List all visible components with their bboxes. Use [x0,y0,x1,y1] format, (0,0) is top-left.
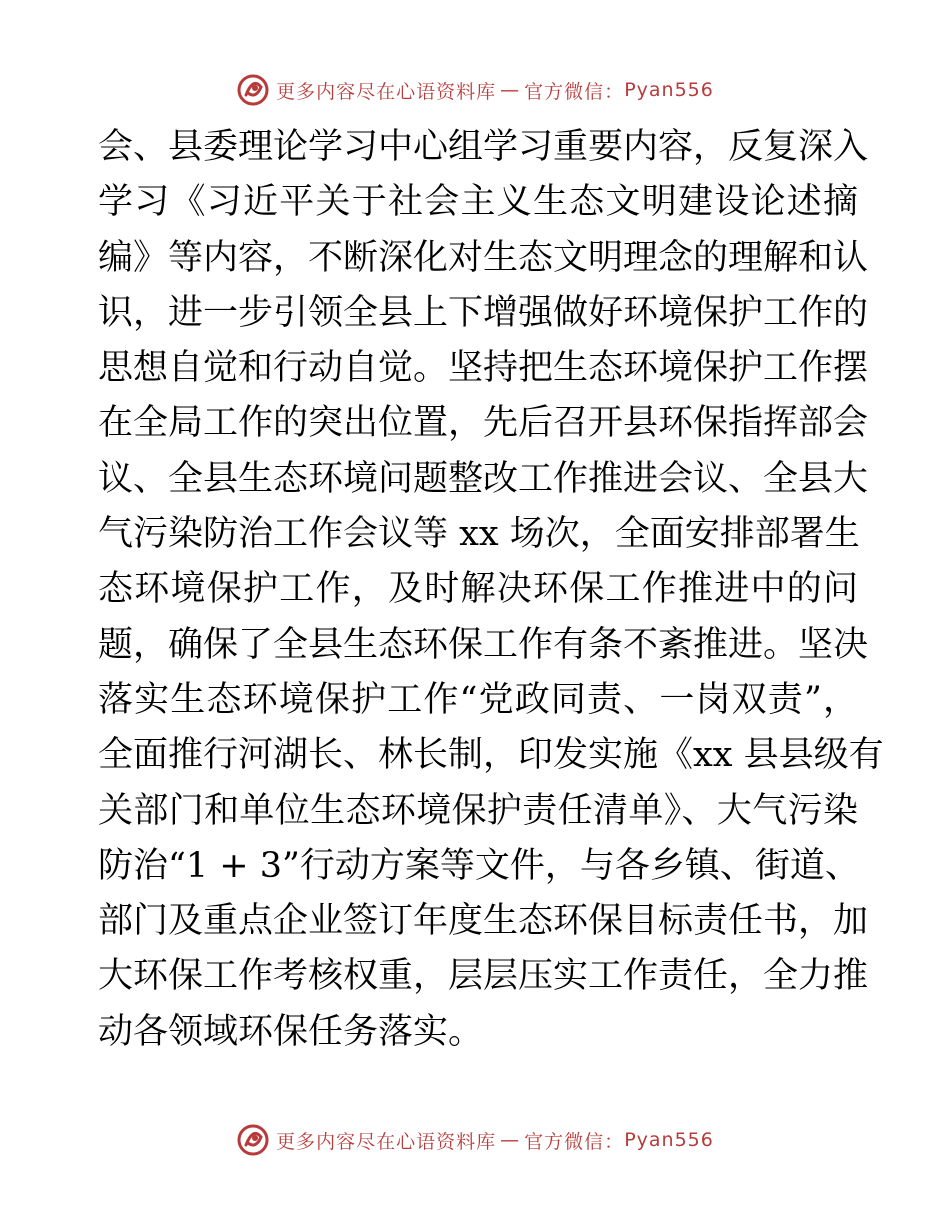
paragraph-line: 气污染防治工作会议等 xx 场次，全面安排部署生 [98,514,860,555]
brand-swirl-icon [236,1123,270,1157]
paragraph-line: 全面推行河湖长、林长制，印发实施《xx 县县级有 [98,735,884,776]
banner-dash: — [500,1129,521,1151]
header-banner [0,70,950,110]
paragraph-line: 大环保工作考核权重，层层压实工作责任，全力推 [98,956,869,997]
paragraph-line: 会、县委理论学习中心组学习重要内容，反复深入 [98,127,869,167]
banner-site-text: 更多内容尽在心语资料库 [276,1130,497,1153]
paragraph-line: 识，进一步引领全县上下增强做好环境保护工作的 [98,292,869,333]
banner-site-text: 更多内容尽在心语资料库 [276,80,497,103]
paragraph-line: 学习《习近平关于社会主义生态文明建设论述摘 [98,182,858,223]
paragraph-line: 部门及重点企业签订年度生态环保目标责任书，加 [98,901,869,942]
paragraph-line: 关部门和单位生态环境保护责任清单》、大气污染 [98,790,858,831]
paragraph-line: 编》等内容，不断深化对生态文明理念的理解和认 [98,237,869,278]
banner-handle: Pyan556 [624,1129,714,1151]
banner-wechat-label: 官方微信： [524,1130,625,1153]
paragraph-line: 防治“1 + 3”行动方案等文件，与各乡镇、街道、 [98,845,860,886]
banner-dash: — [500,79,521,101]
paragraph-line: 动各领域环保任务落实。 [98,1011,484,1052]
paragraph-line: 议、全县生态环境问题整改工作推进会议、全县大 [98,458,869,499]
banner-handle: Pyan556 [624,79,714,101]
paragraph-line: 思想自觉和行动自觉。坚持把生态环境保护工作摆 [98,348,869,389]
paragraph-line: 在全局工作的突出位置，先后召开县环保指挥部会 [98,403,869,444]
document-paragraph [98,120,884,1060]
paragraph-line: 落实生态环境保护工作“党政同责、一岗双责”， [98,679,858,720]
brand-swirl-icon [236,73,270,107]
paragraph-line: 题，确保了全县生态环保工作有条不紊推进。坚决 [98,624,869,665]
banner-wechat-label: 官方微信： [524,80,625,103]
paragraph-line: 态环境保护工作，及时解决环保工作推进中的问 [98,569,858,610]
footer-banner [0,1120,950,1160]
